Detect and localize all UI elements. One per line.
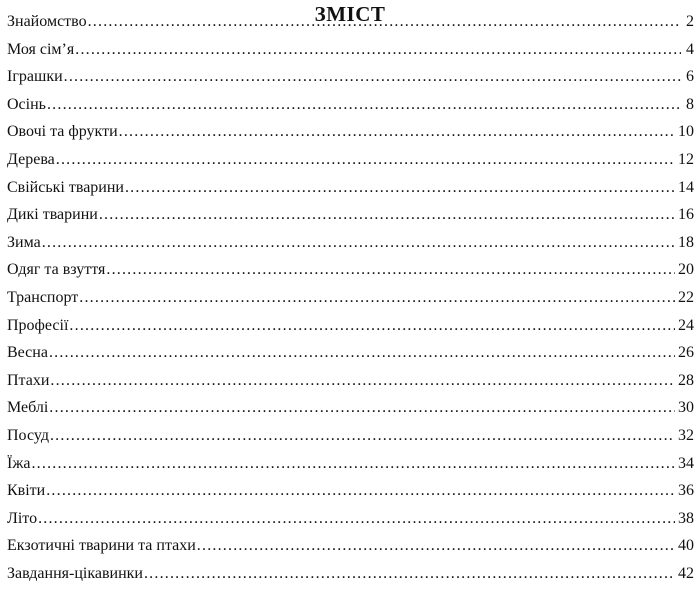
toc-entry-label: Екзотичні тварини та птахи [7,537,196,555]
toc-entry-label: Посуд [7,426,49,444]
toc-entry-label: Транспорт [7,288,79,306]
toc-entry-label: Іграшки [7,68,63,86]
toc-entry-page-number: 32 [678,426,694,444]
toc-entry [7,481,694,509]
toc-entry-label: Моя сім’я [7,40,75,58]
dot-leader [88,12,681,32]
toc-entry-page-number: 22 [678,288,694,306]
toc-entry-page-number: 38 [678,509,694,527]
toc-entry [7,233,694,261]
dot-leader [50,426,675,446]
toc-entry [7,454,694,482]
toc-entry-label: Завдання-цікавинки [7,564,143,582]
dot-leader [144,564,675,584]
toc-entry-label: Професії [7,316,69,334]
toc-entry [7,205,694,233]
toc-entry [7,509,694,537]
dot-leader [56,150,675,170]
toc-entry-page-number: 4 [686,40,694,58]
dot-leader [31,454,675,474]
toc-entry-label: Весна [7,344,48,362]
toc-entry-page-number: 18 [678,233,694,251]
dot-leader [50,371,675,391]
toc-entry [7,150,694,178]
toc-entry-page-number: 28 [678,371,694,389]
toc-entry [7,67,694,95]
toc-entry-page-number: 20 [678,261,694,279]
toc-entry-page-number: 8 [686,95,694,113]
toc-entry-page-number: 40 [678,537,694,555]
dot-leader [197,536,675,556]
toc-entry-page-number: 12 [678,150,694,168]
dot-leader [64,67,681,87]
toc-entry-label: Дикі тварини [7,206,98,224]
toc-entry-page-number: 10 [678,123,694,141]
toc-entry [7,122,694,150]
dot-leader [69,316,675,336]
toc-entry-label: Осінь [7,95,46,113]
dot-leader [49,398,675,418]
page-title: ЗМІСТ [314,2,386,26]
dot-leader [99,205,675,225]
toc-entry-page-number: 42 [678,564,694,582]
toc-entry-label: Меблі [7,399,49,417]
toc-entry [7,12,694,40]
toc-entry [7,343,694,371]
toc-entry-page-number: 6 [686,68,694,86]
toc-entry [7,40,694,68]
dot-leader [49,343,675,363]
dot-leader [106,260,675,280]
dot-leader [119,122,675,142]
toc-entry-page-number: 26 [678,344,694,362]
dot-leader [125,178,675,198]
toc-entry-page-number: 30 [678,399,694,417]
toc-entry [7,564,694,592]
dot-leader [79,288,675,308]
toc-entry [7,398,694,426]
toc-entry-label: Одяг та взуття [7,261,106,279]
toc-list [7,12,694,591]
toc-entry-page-number: 36 [678,482,694,500]
toc-entry [7,426,694,454]
toc-entry [7,371,694,399]
toc-entry-label: Дерева [7,150,55,168]
toc-entry-label: Їжа [7,454,31,472]
toc-entry-page-number: 24 [678,316,694,334]
toc-entry-label: Літо [7,509,38,527]
toc-entry [7,288,694,316]
dot-leader [75,40,681,60]
toc-entry-page-number: 2 [686,13,694,30]
dot-leader [46,481,675,501]
toc-entry-label: Свійські тварини [7,178,124,196]
dot-leader [42,233,675,253]
toc-entry [7,178,694,206]
toc-entry [7,95,694,123]
toc-entry-page-number: 14 [678,178,694,196]
toc-entry [7,316,694,344]
toc-entry-label: Знайомство [7,13,87,30]
toc-entry-page-number: 34 [678,454,694,472]
toc-entry-label: Овочі та фрукти [7,123,118,141]
dot-leader [38,509,675,529]
toc-entry-label: Квіти [7,482,46,500]
toc-entry [7,536,694,564]
toc-entry-page-number: 16 [678,206,694,224]
toc-entry-label: Зима [7,233,41,251]
toc-entry [7,260,694,288]
dot-leader [47,95,681,115]
toc-entry-label: Птахи [7,371,50,389]
